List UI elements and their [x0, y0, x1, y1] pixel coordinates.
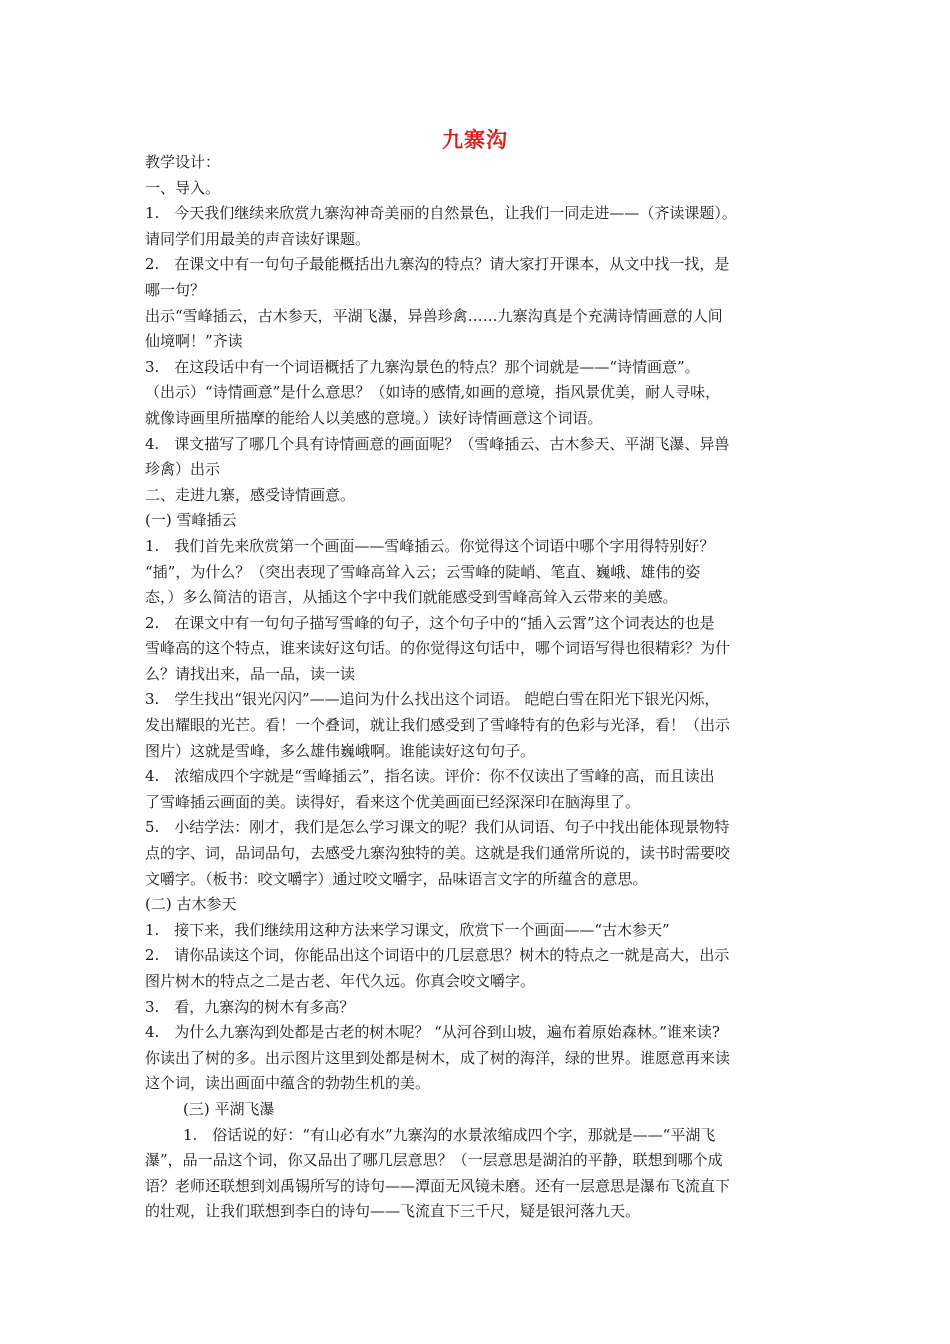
text-line: “插”，为什么？（突出表现了雪峰高耸入云；云雪峰的陡峭、笔直、巍峨、雄伟的姿	[145, 562, 701, 581]
text-line: 二、走进九寨，感受诗情画意。	[145, 485, 356, 504]
text-line: 1. 俗话说的好：“有山必有水”九寨沟的水景浓缩成四个字，那就是——“平湖飞	[183, 1125, 716, 1144]
text-line: 语？老师还联想到刘禹锡所写的诗句——潭面无风镜未磨。还有一层意思是瀑布飞流直下	[145, 1176, 731, 1195]
text-line: 这个词，读出画面中蕴含的勃勃生机的美。	[145, 1074, 431, 1093]
text-line: 4. 浓缩成四个字就是“雪峰插云”，指名读。评价：你不仅读出了雪峰的高，而且读出	[145, 767, 715, 786]
text-line: 3. 看，九寨沟的树木有多高？	[145, 997, 355, 1016]
text-line: 态，）多么简洁的语言，从插这个字中我们就能感受到雪峰高耸入云带来的美感。	[145, 588, 678, 607]
text-line: 4. 课文描写了哪几个具有诗情画意的画面呢？（雪峰插云、古木参天、平湖飞瀑、异兽	[145, 434, 730, 453]
text-line: 出示“雪峰插云，古木参天，平湖飞瀑，异兽珍禽……九寨沟真是个充满诗情画意的人间	[145, 306, 723, 325]
text-line: 一、导入。	[145, 178, 221, 197]
text-line: 图片）这就是雪峰，多么雄伟巍峨啊。谁能读好这句句子。	[145, 741, 536, 760]
text-line: 3. 学生找出“银光闪闪”——追问为什么找出这个词语。 皑皑白雪在阳光下银光闪烁，	[145, 690, 720, 709]
text-line: 1. 接下来，我们继续用这种方法来学习课文，欣赏下一个画面——“古木参天”	[145, 920, 670, 939]
page-title: 九寨沟	[442, 128, 508, 152]
text-line: 哪一句？	[145, 280, 206, 299]
text-line: 发出耀眼的光芒。看！一个叠词，就让我们感受到了雪峰特有的色彩与光泽，看！（出示	[145, 716, 731, 735]
text-line: 2. 在课文中有一句句子描写雪峰的句子，这个句子中的“插入云霄”这个词表达的也是	[145, 613, 715, 632]
text-line: 就像诗画里所描摩的能给人以美感的意境。）读好诗情画意这个词语。	[145, 408, 603, 427]
document-body	[145, 150, 810, 1225]
text-line: (二) 古木参天	[145, 895, 237, 914]
text-line: 1. 今天我们继续来欣赏九寨沟神奇美丽的自然景色，让我们一同走进——（齐读课题）。	[145, 204, 737, 223]
text-line: 雪峰高的这个特点，谁来读好这句话。的你觉得这句话中，哪个词语写得也很精彩？为什	[145, 639, 731, 658]
text-line: 你读出了树的多。出示图片这里到处都是树木，成了树的海洋，绿的世界。谁愿意再来读	[145, 1048, 731, 1067]
text-line: 文嚼字。（板书：咬文嚼字）通过咬文嚼字，品味语言文字的所蕴含的意思。	[145, 869, 648, 888]
text-line: 么？请找出来，品一品，读一读	[145, 664, 356, 683]
text-line: 请同学们用最美的声音读好课题。	[145, 229, 371, 248]
text-line: 了雪峰插云画面的美。读得好，看来这个优美画面已经深深印在脑海里了。	[145, 792, 641, 811]
text-line: （出示）“诗情画意”是什么意思？（如诗的感情,如画的意境，指风景优美，耐人寻味，	[145, 383, 721, 402]
text-line: 1. 我们首先来欣赏第一个画面——雪峰插云。你觉得这个词语中哪个字用得特别好？	[145, 536, 715, 555]
text-line: 教学设计：	[145, 153, 221, 171]
text-line: 3. 在这段话中有一个词语概括了九寨沟景色的特点？那个词就是——“诗情画意”。	[145, 357, 700, 376]
text-line: 珍禽）出示	[145, 460, 221, 479]
text-line: (三) 平湖飞瀑	[183, 1099, 275, 1118]
text-line: 图片树木的特点之二是古老、年代久远。你真会咬文嚼字。	[145, 972, 536, 990]
text-line: 的壮观，让我们联想到李白的诗句——飞流直下三千尺，疑是银河落九天。	[145, 1202, 641, 1221]
text-line: 2. 请你品读这个词，你能品出这个词语中的几层意思？树木的特点之一就是高大，出示	[145, 946, 730, 965]
text-line: 点的字、词，品词品句，去感受九寨沟独特的美。这就是我们通常所说的，读书时需要咬	[145, 844, 731, 863]
text-line: 仙境啊！”齐读	[145, 332, 243, 351]
text-line: 4. 为什么九寨沟到处都是古老的树木呢？ “从河谷到山坡，遍布着原始森林。”谁来读?	[145, 1023, 720, 1042]
text-line: 瀑”，品一品这个词，你又品出了哪几层意思？（一层意思是湖泊的平静，联想到哪个成	[145, 1151, 723, 1170]
text-line: 2. 在课文中有一句句子最能概括出九寨沟的特点？请大家打开课本，从文中找一找，是	[145, 255, 730, 274]
text-line: (一) 雪峰插云	[145, 511, 237, 530]
text-line: 5. 小结学法：刚才，我们是怎么学习课文的呢？我们从词语、句子中找出能体现景物特	[145, 818, 730, 837]
